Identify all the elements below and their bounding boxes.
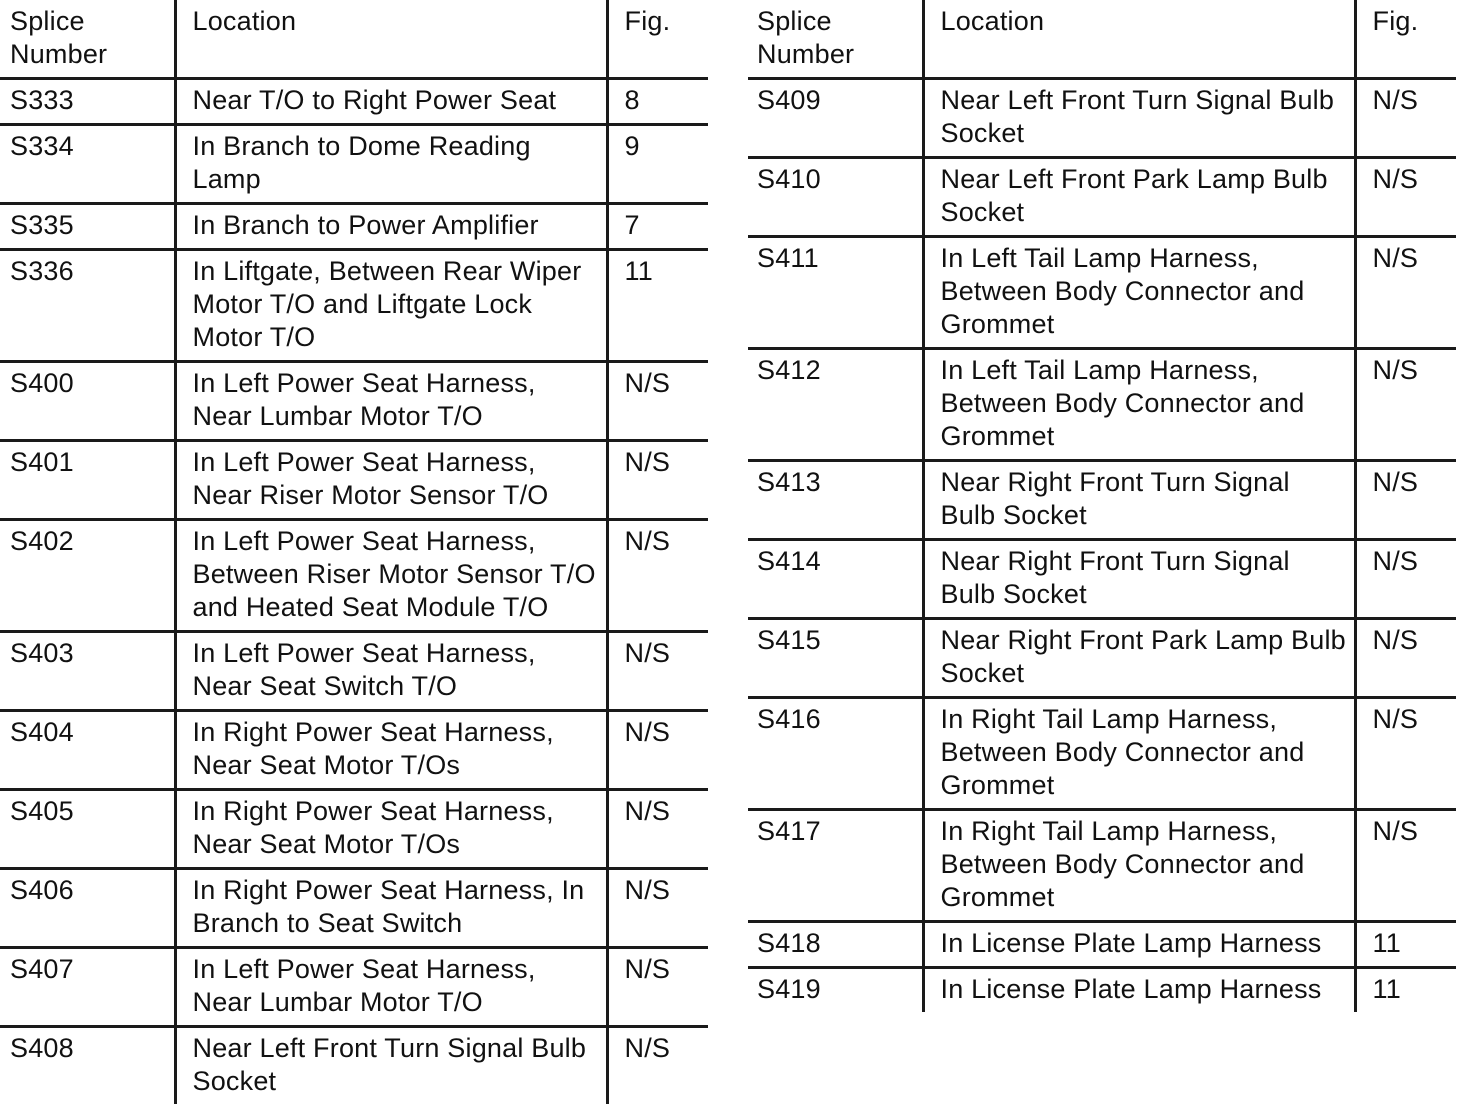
splice-location: Near Right Front Turn Signal Bulb Socket xyxy=(923,461,1355,540)
splice-fig: 11 xyxy=(1355,968,1456,1013)
splice-location: In Left Power Seat Harness, Near Lumbar Motor T/O xyxy=(175,948,607,1027)
splice-location: In License Plate Lamp Harness xyxy=(923,968,1355,1013)
splice-number: S336 xyxy=(0,250,175,362)
splice-location: In Right Power Seat Harness, Near Seat Motor T/Os xyxy=(175,790,607,869)
splice-number: S412 xyxy=(748,349,923,461)
splice-location: Near Right Front Turn Signal Bulb Socket xyxy=(923,540,1355,619)
splice-number: S414 xyxy=(748,540,923,619)
splice-location: Near Left Front Turn Signal Bulb Socket xyxy=(175,1027,607,1104)
splice-location: Near Left Front Park Lamp Bulb Socket xyxy=(923,158,1355,237)
splice-location: In Right Power Seat Harness, Near Seat Motor T/Os xyxy=(175,711,607,790)
splice-number: S333 xyxy=(0,79,175,125)
splice-location: In License Plate Lamp Harness xyxy=(923,922,1355,968)
splice-fig: N/S xyxy=(607,520,708,632)
splice-number: S409 xyxy=(748,79,923,158)
table-row xyxy=(748,461,1456,540)
table-row xyxy=(0,1027,708,1104)
splice-fig: 11 xyxy=(1355,922,1456,968)
table-row xyxy=(0,362,708,441)
splice-fig: N/S xyxy=(1355,237,1456,349)
splice-number: S334 xyxy=(0,125,175,204)
header-location: Location xyxy=(175,0,607,79)
table-row xyxy=(0,520,708,632)
splice-location: In Branch to Power Amplifier xyxy=(175,204,607,250)
splice-number: S416 xyxy=(748,698,923,810)
splice-fig: N/S xyxy=(1355,158,1456,237)
table-row xyxy=(748,540,1456,619)
splice-location: In Left Power Seat Harness, Near Riser Motor Sensor T/O xyxy=(175,441,607,520)
splice-fig: N/S xyxy=(607,790,708,869)
splice-number: S405 xyxy=(0,790,175,869)
header-splice-number: Splice Number xyxy=(748,0,923,79)
splice-location: In Left Tail Lamp Harness, Between Body Connector and Grommet xyxy=(923,237,1355,349)
splice-location: In Right Tail Lamp Harness, Between Body Connector and Grommet xyxy=(923,698,1355,810)
table-row xyxy=(0,790,708,869)
splice-fig: N/S xyxy=(1355,79,1456,158)
splice-table-left xyxy=(0,0,708,1104)
splice-number: S408 xyxy=(0,1027,175,1104)
table-row xyxy=(0,632,708,711)
splice-number: S406 xyxy=(0,869,175,948)
splice-location: In Left Power Seat Harness, Near Seat Switch T/O xyxy=(175,632,607,711)
splice-number: S410 xyxy=(748,158,923,237)
table-row xyxy=(0,948,708,1027)
splice-fig: 9 xyxy=(607,125,708,204)
splice-fig: N/S xyxy=(1355,619,1456,698)
splice-number: S404 xyxy=(0,711,175,790)
table-row xyxy=(748,619,1456,698)
table-row xyxy=(748,79,1456,158)
splice-number: S335 xyxy=(0,204,175,250)
table-row xyxy=(748,922,1456,968)
splice-fig: N/S xyxy=(607,362,708,441)
header-splice-number: Splice Number xyxy=(0,0,175,79)
splice-fig: N/S xyxy=(607,632,708,711)
table-row xyxy=(748,349,1456,461)
splice-fig: 11 xyxy=(607,250,708,362)
splice-fig: 7 xyxy=(607,204,708,250)
splice-number: S413 xyxy=(748,461,923,540)
splice-number: S411 xyxy=(748,237,923,349)
table-row xyxy=(0,711,708,790)
header-fig: Fig. xyxy=(607,0,708,79)
header-location: Location xyxy=(923,0,1355,79)
splice-location: In Left Power Seat Harness, Between Riser Motor Sensor T/O and Heated Seat Module T/O xyxy=(175,520,607,632)
table-row xyxy=(0,125,708,204)
splice-location: In Right Power Seat Harness, In Branch to Seat Switch xyxy=(175,869,607,948)
table-row xyxy=(748,698,1456,810)
header-row xyxy=(0,0,708,79)
splice-number: S407 xyxy=(0,948,175,1027)
splice-fig: N/S xyxy=(1355,461,1456,540)
splice-fig: N/S xyxy=(1355,349,1456,461)
header-fig: Fig. xyxy=(1355,0,1456,79)
splice-fig: 8 xyxy=(607,79,708,125)
splice-location: In Left Power Seat Harness, Near Lumbar Motor T/O xyxy=(175,362,607,441)
table-row xyxy=(0,79,708,125)
splice-number: S418 xyxy=(748,922,923,968)
splice-number: S415 xyxy=(748,619,923,698)
table-row xyxy=(0,869,708,948)
splice-number: S401 xyxy=(0,441,175,520)
splice-location: Near Right Front Park Lamp Bulb Socket xyxy=(923,619,1355,698)
splice-number: S402 xyxy=(0,520,175,632)
splice-number: S417 xyxy=(748,810,923,922)
splice-location: Near T/O to Right Power Seat xyxy=(175,79,607,125)
splice-fig: N/S xyxy=(607,711,708,790)
splice-fig: N/S xyxy=(607,948,708,1027)
splice-fig: N/S xyxy=(1355,698,1456,810)
splice-location: In Right Tail Lamp Harness, Between Body Connector and Grommet xyxy=(923,810,1355,922)
splice-location: In Branch to Dome Reading Lamp xyxy=(175,125,607,204)
table-row xyxy=(0,204,708,250)
splice-fig: N/S xyxy=(607,1027,708,1104)
splice-location: In Liftgate, Between Rear Wiper Motor T/O and Liftgate Lock Motor T/O xyxy=(175,250,607,362)
splice-fig: N/S xyxy=(1355,810,1456,922)
table-row xyxy=(748,810,1456,922)
splice-location: Near Left Front Turn Signal Bulb Socket xyxy=(923,79,1355,158)
header-row xyxy=(748,0,1456,79)
splice-number: S403 xyxy=(0,632,175,711)
splice-fig: N/S xyxy=(607,441,708,520)
table-row xyxy=(0,250,708,362)
splice-number: S419 xyxy=(748,968,923,1013)
splice-location: In Left Tail Lamp Harness, Between Body Connector and Grommet xyxy=(923,349,1355,461)
splice-fig: N/S xyxy=(1355,540,1456,619)
table-row xyxy=(0,441,708,520)
splice-number: S400 xyxy=(0,362,175,441)
table-row xyxy=(748,237,1456,349)
table-row xyxy=(748,158,1456,237)
splice-table-right xyxy=(748,0,1456,1012)
table-row xyxy=(748,968,1456,1013)
splice-fig: N/S xyxy=(607,869,708,948)
